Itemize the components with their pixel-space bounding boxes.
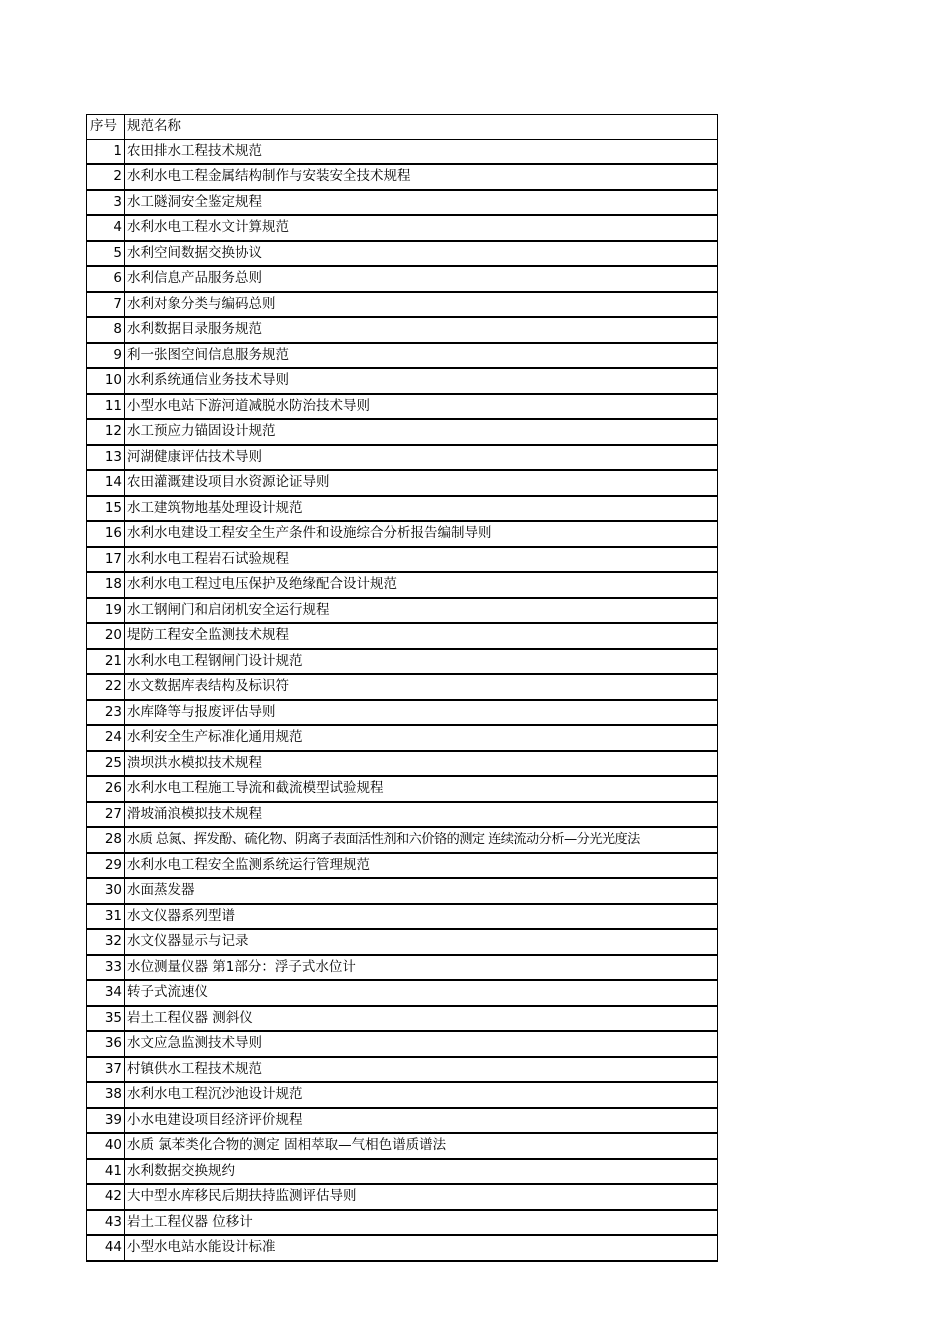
table-row [87,929,718,955]
row-number: 4 [87,215,125,241]
table-row [87,1082,718,1108]
table-row [87,1184,718,1210]
row-number: 17 [87,547,125,573]
standard-name: 水利信息产品服务总则 [125,266,718,292]
row-number: 25 [87,751,125,777]
standards-table-body [87,115,718,1261]
table-row [87,1210,718,1236]
table-row [87,1133,718,1159]
table-row [87,904,718,930]
table-row [87,1057,718,1083]
table-row [87,266,718,292]
standard-name: 水工钢闸门和启闭机安全运行规程 [125,598,718,624]
row-number: 2 [87,164,125,190]
standard-name: 水利数据目录服务规范 [125,317,718,343]
row-number: 31 [87,904,125,930]
standard-name: 水利水电工程过电压保护及绝缘配合设计规范 [125,572,718,598]
standard-name: 溃坝洪水模拟技术规程 [125,751,718,777]
standard-name: 水面蒸发器 [125,878,718,904]
table-row [87,751,718,777]
row-number: 35 [87,1006,125,1032]
table-row [87,368,718,394]
row-number: 7 [87,292,125,318]
row-number: 30 [87,878,125,904]
row-number: 24 [87,725,125,751]
standard-name: 岩土工程仪器 位移计 [125,1210,718,1236]
standard-name: 水利水电工程岩石试验规程 [125,547,718,573]
row-number: 40 [87,1133,125,1159]
row-number: 44 [87,1235,125,1261]
standard-name: 河湖健康评估技术导则 [125,445,718,471]
table-row [87,292,718,318]
standard-name: 水利安全生产标准化通用规范 [125,725,718,751]
standard-name: 水文应急监测技术导则 [125,1031,718,1057]
table-row [87,853,718,879]
standard-name: 水利水电工程施工导流和截流模型试验规程 [125,776,718,802]
row-number: 13 [87,445,125,471]
row-number: 29 [87,853,125,879]
standard-name: 农田排水工程技术规范 [125,139,718,164]
standard-name: 水库降等与报废评估导则 [125,700,718,726]
row-number: 1 [87,139,125,164]
table-row [87,1006,718,1032]
standard-name: 农田灌溉建设项目水资源论证导则 [125,470,718,496]
table-row [87,343,718,369]
table-row [87,317,718,343]
row-number: 20 [87,623,125,649]
table-row [87,572,718,598]
table-row [87,623,718,649]
standard-name: 水工建筑物地基处理设计规范 [125,496,718,522]
table-row [87,700,718,726]
table-row [87,725,718,751]
row-number: 22 [87,674,125,700]
header-name: 规范名称 [125,115,718,140]
standard-name: 水利对象分类与编码总则 [125,292,718,318]
table-row [87,827,718,853]
table-row [87,547,718,573]
table-row [87,470,718,496]
table-row [87,241,718,267]
row-number: 39 [87,1108,125,1134]
row-number: 14 [87,470,125,496]
table-row [87,496,718,522]
table-row [87,394,718,420]
table-row [87,164,718,190]
row-number: 36 [87,1031,125,1057]
standard-name: 水利水电工程沉沙池设计规范 [125,1082,718,1108]
row-number: 5 [87,241,125,267]
row-number: 34 [87,980,125,1006]
standard-name: 小型水电站下游河道减脱水防治技术导则 [125,394,718,420]
table-row [87,1031,718,1057]
row-number: 15 [87,496,125,522]
table-row [87,802,718,828]
standard-name: 水利数据交换规约 [125,1159,718,1185]
standard-name: 村镇供水工程技术规范 [125,1057,718,1083]
standard-name: 水质 总氮、挥发酚、硫化物、阴离子表面活性剂和六价铬的测定 连续流动分析—分光光度法 [125,827,718,853]
standard-name: 水利水电建设工程安全生产条件和设施综合分析报告编制导则 [125,521,718,547]
standard-name: 水工隧洞安全鉴定规程 [125,190,718,216]
row-number: 32 [87,929,125,955]
table-row [87,1159,718,1185]
row-number: 43 [87,1210,125,1236]
row-number: 11 [87,394,125,420]
row-number: 12 [87,419,125,445]
standard-name: 利一张图空间信息服务规范 [125,343,718,369]
standard-name: 水质 氯苯类化合物的测定 固相萃取—气相色谱质谱法 [125,1133,718,1159]
table-row [87,215,718,241]
standard-name: 水文仪器系列型谱 [125,904,718,930]
table-row [87,1235,718,1261]
standard-name: 水利空间数据交换协议 [125,241,718,267]
row-number: 18 [87,572,125,598]
standard-name: 小型水电站水能设计标准 [125,1235,718,1261]
row-number: 6 [87,266,125,292]
table-row [87,598,718,624]
table-row [87,139,718,164]
row-number: 28 [87,827,125,853]
row-number: 23 [87,700,125,726]
row-number: 33 [87,955,125,981]
standard-name: 水利水电工程钢闸门设计规范 [125,649,718,675]
row-number: 26 [87,776,125,802]
standard-name: 水工预应力锚固设计规范 [125,419,718,445]
standard-name: 大中型水库移民后期扶持监测评估导则 [125,1184,718,1210]
standard-name: 小水电建设项目经济评价规程 [125,1108,718,1134]
row-number: 3 [87,190,125,216]
row-number: 37 [87,1057,125,1083]
standard-name: 岩土工程仪器 测斜仪 [125,1006,718,1032]
table-header-row [87,115,718,140]
table-row [87,878,718,904]
table-row [87,419,718,445]
table-row [87,1108,718,1134]
standard-name: 水利系统通信业务技术导则 [125,368,718,394]
table-row [87,955,718,981]
standard-name: 水利水电工程金属结构制作与安装安全技术规程 [125,164,718,190]
row-number: 19 [87,598,125,624]
table-row [87,776,718,802]
table-row [87,521,718,547]
standard-name: 转子式流速仪 [125,980,718,1006]
row-number: 21 [87,649,125,675]
standard-name: 滑坡涌浪模拟技术规程 [125,802,718,828]
header-no: 序号 [87,115,125,140]
standard-name: 水文数据库表结构及标识符 [125,674,718,700]
row-number: 16 [87,521,125,547]
standard-name: 堤防工程安全监测技术规程 [125,623,718,649]
table-row [87,445,718,471]
standard-name: 水利水电工程安全监测系统运行管理规范 [125,853,718,879]
standards-table [86,114,718,1262]
table-row [87,980,718,1006]
standard-name: 水利水电工程水文计算规范 [125,215,718,241]
table-row [87,674,718,700]
table-row [87,649,718,675]
row-number: 9 [87,343,125,369]
row-number: 8 [87,317,125,343]
table-row [87,190,718,216]
standard-name: 水位测量仪器 第1部分：浮子式水位计 [125,955,718,981]
row-number: 42 [87,1184,125,1210]
row-number: 10 [87,368,125,394]
row-number: 38 [87,1082,125,1108]
row-number: 27 [87,802,125,828]
row-number: 41 [87,1159,125,1185]
standard-name: 水文仪器显示与记录 [125,929,718,955]
